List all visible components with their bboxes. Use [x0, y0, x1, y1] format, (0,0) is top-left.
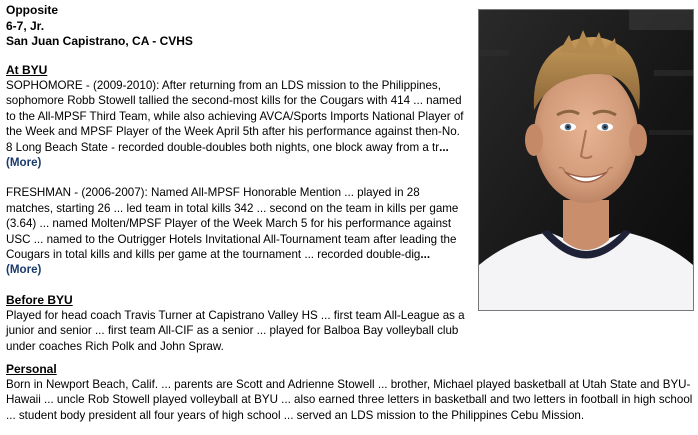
paragraph-spacer [6, 170, 468, 185]
freshman-more-link[interactable]: (More) [6, 263, 42, 277]
freshman-ellipsis: ... [420, 248, 431, 262]
player-headshot-icon [479, 10, 693, 310]
at-byu-heading: At BYU [6, 63, 48, 77]
bio-main-column [6, 63, 468, 354]
before-byu-heading: Before BYU [6, 292, 73, 307]
player-height-class: 6-7, Jr. [6, 18, 45, 33]
player-hometown: San Juan Capistrano, CA - CVHS [6, 34, 193, 48]
section-spacer [6, 278, 468, 293]
before-byu-paragraph: Played for head coach Travis Turner at Capistrano Valley HS ... first team All-League as a junior and senior ... first team All-CIF as a senior ... played for Balboa Bay volleyball club under coaches Rich Polk and John Spraw. [6, 308, 465, 353]
sophomore-more-link[interactable]: (More) [6, 156, 42, 170]
sophomore-text: SOPHOMORE - (2009-2010): After returning from an LDS mission to the Philippines, sophomore Robb Stowell tallied the second-most kills for the Cougars with 414 ... named to the All-MPSF Third Team, while also achieving AVCA/Sports Imports National Player of the Week and MPSF Player of the Week April 5th after his performance against then-No. 8 Long Beach State - recorded double-doubles both nights, one block away from a tr [6, 79, 464, 154]
personal-heading: Personal [6, 362, 57, 376]
personal-paragraph: Born in Newport Beach, Calif. ... parents are Scott and Adrienne Stowell ... brother, Michael played basketball at Utah State and BYU-Hawaii ... uncle Rob Stowell played volleyball at BYU ... also earned three letters in basketball and two letters in football in high school ... student body president all four years of high school ... served an LDS mission to the Philippines Cebu Mission. [6, 378, 693, 422]
player-position: Opposite [6, 3, 59, 17]
freshman-text: FRESHMAN - (2006-2007): Named All-MPSF Honorable Mention ... played in 28 matches, starting 26 ... led team in total kills 342 ... second on the team in kills per game (3.64) ... named Molten/MPSF Player of the Week March 5 for his performance against USC ... named to the Outrigger Hotels Invitational All-Tournament team after leading the Cougars in total kills and kills per game at the tournament ... recorded double-dig [6, 186, 459, 262]
personal-section [6, 362, 696, 423]
sophomore-ellipsis: ... [439, 140, 449, 154]
player-info-header [6, 3, 466, 50]
sophomore-paragraph [6, 78, 468, 170]
freshman-paragraph [6, 185, 468, 277]
player-photo [478, 9, 694, 311]
